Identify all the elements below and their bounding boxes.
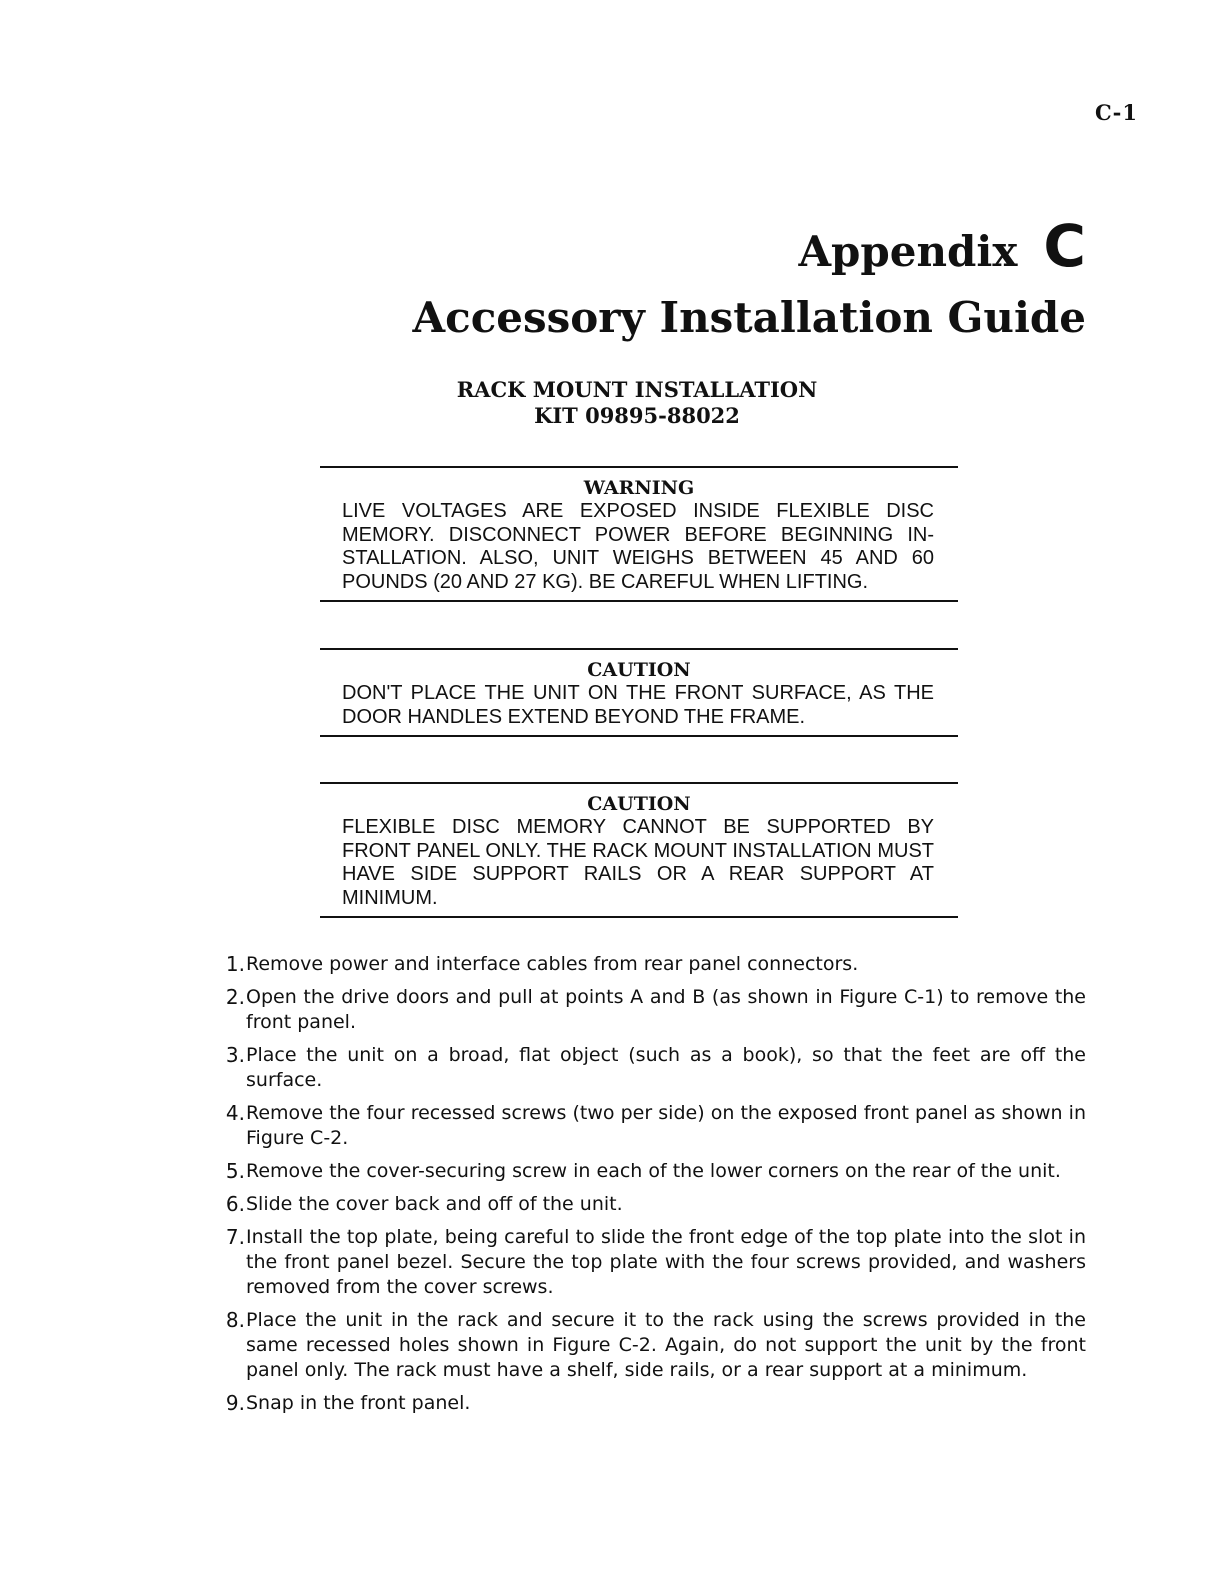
notice-body: DON'T PLACE THE UNIT ON THE FRONT SURFACE, AS THE DOOR HANDLES EXTEND BEYOND THE FRAME. (342, 682, 934, 728)
step-text: Install the top plate, being careful to slide the front edge of the top plate into the slot in the front panel bezel. Secure the top plate with the four screws provided, and washers removed from the cover screws. (246, 1226, 1086, 1298)
step-number: 4. (225, 1101, 245, 1125)
list-item (200, 952, 1086, 977)
list-item (200, 1192, 1086, 1217)
step-text: Open the drive doors and pull at points A and B (as shown in Figure C-1) to remove the front panel. (246, 986, 1086, 1033)
step-number: 2. (225, 985, 245, 1009)
notice-body: FLEXIBLE DISC MEMORY CANNOT BE SUPPORTED BY FRONT PANEL ONLY. THE RACK MOUNT INSTALLATION MUST HAVE SIDE SUPPORT RAILS OR A REAR SUPPORT AT MINIMUM. (342, 816, 934, 909)
notice-top-rule (320, 648, 958, 650)
appendix-letter: C (1043, 212, 1086, 280)
step-number: 7. (225, 1225, 245, 1249)
notice-top-rule (320, 782, 958, 784)
step-number: 9. (225, 1391, 245, 1415)
step-text: Slide the cover back and off of the unit. (246, 1193, 623, 1215)
step-text: Remove the cover-securing screw in each of the lower corners on the rear of the unit. (246, 1160, 1061, 1182)
step-text: Snap in the front panel. (246, 1392, 471, 1414)
notice-title: CAUTION (587, 659, 691, 681)
step-text: Place the unit on a broad, flat object (such as a book), so that the feet are off the surface. (246, 1044, 1086, 1091)
page-title: Accessory Installation Guide (412, 293, 1086, 342)
list-item (200, 1101, 1086, 1151)
list-item (200, 1225, 1086, 1300)
step-number: 3. (225, 1043, 245, 1067)
step-number: 1. (225, 952, 245, 976)
appendix-heading (798, 212, 1086, 280)
list-item (200, 1159, 1086, 1184)
list-item (200, 1391, 1086, 1416)
notice-title: WARNING (583, 477, 695, 499)
page-number: C-1 (1094, 100, 1138, 125)
step-text: Place the unit in the rack and secure it to the rack using the screws provided in the same recessed holes shown in Figure C-2. Again, do not support the unit by the front panel only. The rack must have a shelf, side rails, or a rear support at a minimum. (246, 1309, 1086, 1381)
installation-steps (200, 952, 1086, 1424)
step-number: 8. (225, 1308, 245, 1332)
step-number: 5. (225, 1159, 245, 1183)
list-item (200, 1043, 1086, 1093)
step-text: Remove power and interface cables from rear panel connectors. (246, 953, 859, 975)
list-item (200, 985, 1086, 1035)
caution-notice-front-surface (320, 648, 958, 737)
caution-notice-support (320, 782, 958, 918)
kit-heading (437, 377, 837, 429)
notice-bottom-rule (320, 600, 958, 602)
notice-title: CAUTION (587, 793, 691, 815)
notice-bottom-rule (320, 916, 958, 918)
list-item (200, 1308, 1086, 1383)
notice-top-rule (320, 466, 958, 468)
warning-notice (320, 466, 958, 602)
appendix-word: Appendix (798, 227, 1018, 276)
kit-heading-line2: KIT 09895-88022 (534, 403, 740, 428)
kit-heading-line1: RACK MOUNT INSTALLATION (456, 377, 818, 402)
notice-bottom-rule (320, 735, 958, 737)
notice-body: LIVE VOLTAGES ARE EXPOSED INSIDE FLEXIBLE DISC MEMORY. DISCONNECT POWER BEFORE BEGINNING IN-STALLATION. ALSO, UNIT WEIGHS BETWEEN 45 AND 60 POUNDS (20 AND 27 KG). BE CAREFUL WHEN LIFTING. (342, 500, 934, 593)
step-number: 6. (225, 1192, 245, 1216)
step-text: Remove the four recessed screws (two per side) on the exposed front panel as shown in Figure C-2. (246, 1102, 1086, 1149)
